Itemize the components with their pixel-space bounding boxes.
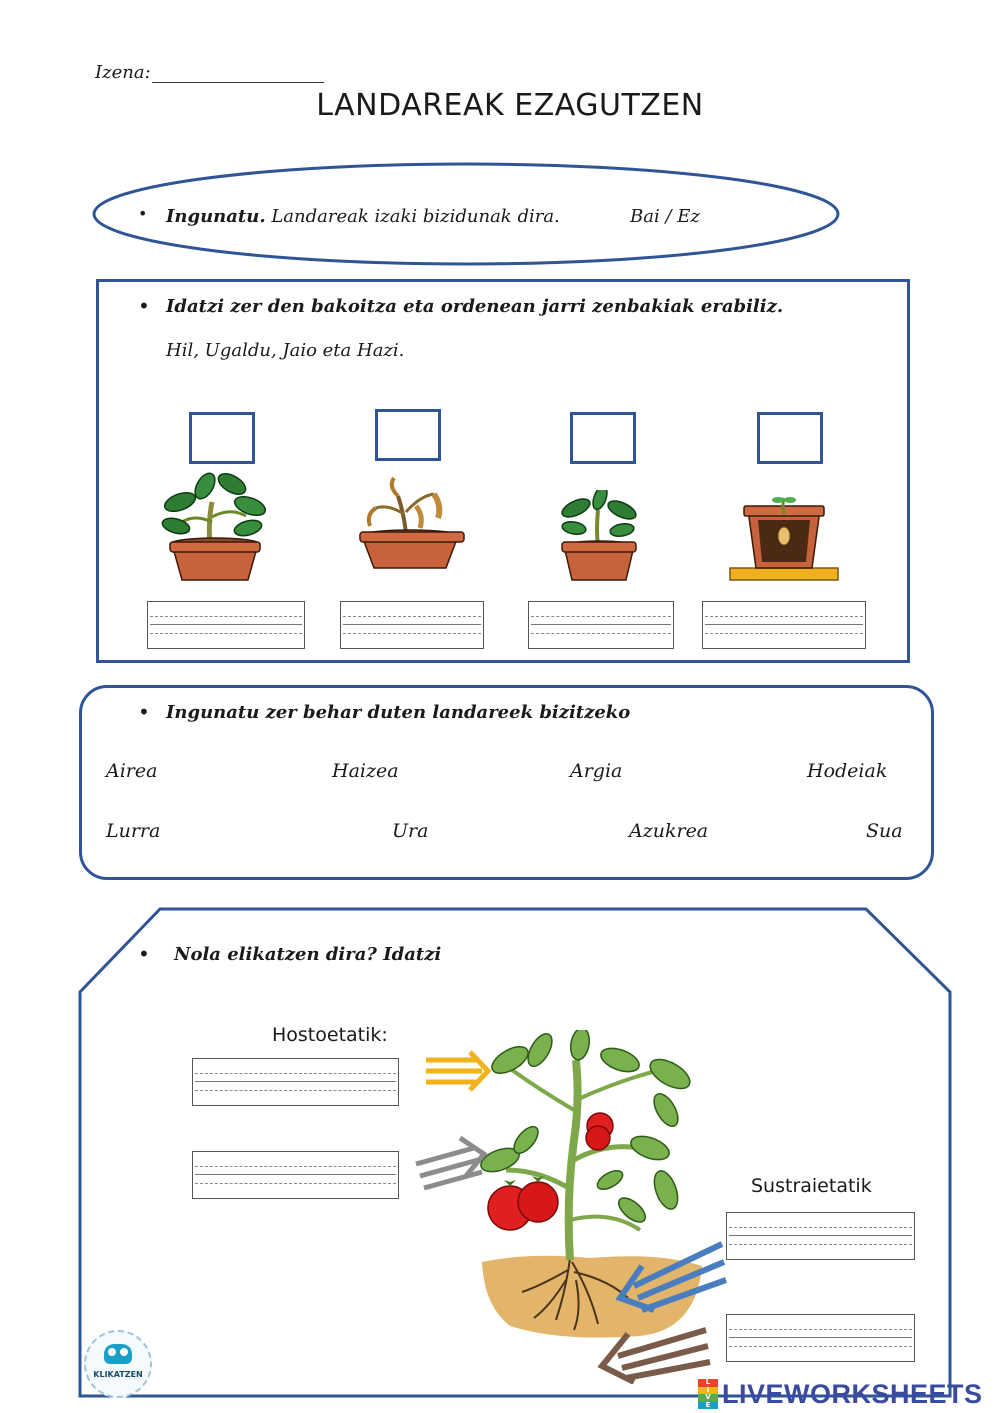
- young-plant-image: [556, 490, 642, 584]
- section3-instruction: Ingunatu zer behar duten landareek bizitzeko: [166, 702, 631, 723]
- name-label: Izena:: [95, 62, 151, 83]
- answer-line-3[interactable]: [528, 601, 674, 649]
- word-sua[interactable]: Sua: [866, 820, 903, 842]
- section4-bullet: •: [138, 942, 150, 966]
- leaves-answer-1[interactable]: [192, 1058, 399, 1106]
- gray-arrows: [410, 1134, 490, 1194]
- dead-plant-image: [358, 474, 466, 572]
- word-lurra[interactable]: Lurra: [106, 820, 161, 842]
- name-line[interactable]: [152, 82, 324, 83]
- roots-label: Sustraietatik: [751, 1175, 872, 1197]
- klikatzen-logo: [84, 1330, 152, 1398]
- brown-arrows: [594, 1310, 714, 1384]
- answer-line-2[interactable]: [340, 601, 484, 649]
- order-box-2[interactable]: [375, 409, 441, 461]
- answer-line-4[interactable]: [702, 601, 866, 649]
- answer-line-1[interactable]: [147, 601, 305, 649]
- blue-arrows: [612, 1240, 728, 1320]
- word-ura[interactable]: Ura: [392, 820, 429, 842]
- word-hodeiak[interactable]: Hodeiak: [807, 760, 888, 782]
- word-haizea[interactable]: Haizea: [332, 760, 399, 782]
- klikatzen-label: KLIKATZEN: [93, 1370, 143, 1379]
- section2-instruction: Idatzi zer den bakoitza eta ordenean jarri zenbakiak erabiliz.: [166, 296, 784, 317]
- section1-text: [166, 206, 560, 227]
- leaves-answer-2[interactable]: [192, 1151, 399, 1199]
- order-box-3[interactable]: [570, 412, 636, 464]
- liveworksheets-brand[interactable]: [698, 1379, 983, 1409]
- section2-word-list: Hil, Ugaldu, Jaio eta Hazi.: [166, 340, 405, 361]
- word-airea[interactable]: Airea: [106, 760, 158, 782]
- page-title: LANDAREAK EZAGUTZEN: [316, 88, 704, 123]
- seed-pot-image: [728, 496, 840, 586]
- order-box-1[interactable]: [189, 412, 255, 464]
- grown-plant-image: [160, 472, 270, 584]
- name-field: [95, 62, 151, 83]
- word-argia[interactable]: Argia: [570, 760, 623, 782]
- order-box-4[interactable]: [757, 412, 823, 464]
- word-azukrea[interactable]: Azukrea: [629, 820, 709, 842]
- section1-bullet: •: [138, 204, 148, 223]
- section1-statement: Landareak izaki bizidunak dira.: [271, 206, 560, 227]
- brand-text: LIVEWORKSHEETS: [722, 1378, 983, 1409]
- section3-bullet: •: [138, 700, 150, 724]
- live-badge: L I V E: [698, 1379, 718, 1409]
- section4-instruction: Nola elikatzen dira? Idatzi: [174, 944, 442, 965]
- yes-no-answer[interactable]: Bai / Ez: [630, 206, 700, 227]
- section2-bullet: •: [138, 294, 150, 318]
- section1-bold-label: Ingunatu.: [166, 206, 266, 227]
- yellow-arrows: [422, 1050, 496, 1094]
- roots-answer-1[interactable]: [726, 1212, 915, 1260]
- roots-answer-2[interactable]: [726, 1314, 915, 1362]
- leaves-label: Hostoetatik:: [272, 1024, 388, 1046]
